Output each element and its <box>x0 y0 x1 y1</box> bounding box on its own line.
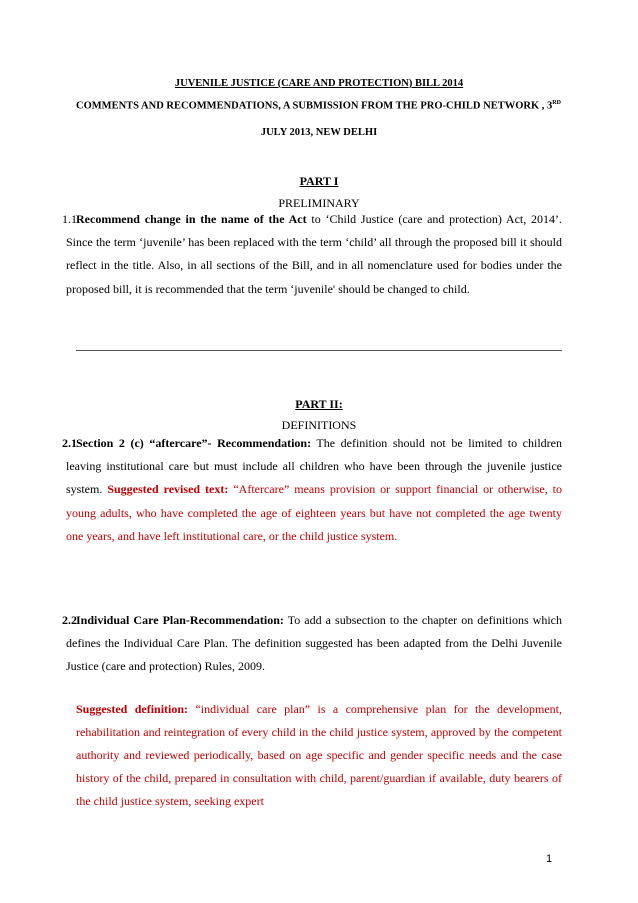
section-number: 2.1 <box>62 436 77 450</box>
document-title: JUVENILE JUSTICE (CARE AND PROTECTION) BILL 2014 <box>174 78 464 89</box>
section-bold: Individual Care Plan-Recommendation: <box>76 613 284 627</box>
section-text: To add a subsection to the chapter on definitions which defines the Individual Care Plan. The definition suggested has been adapted from the Delhi Juvenile Justice (care and protection) Rules, 2009. <box>66 613 562 674</box>
section-text: to ‘Child Justice (care and protection) Act, 2014’. Since the term ‘juvenile’ has been replaced with the term ‘child’ all through the proposed bill it should reflect in the title. Also, in all sections of the Bill, and in all nomenclature used for bodies under the proposed bill, it is recommended that the term ‘juvenile' should be changed to child. <box>66 212 562 296</box>
section-bold: Recommend change in the name of the Act <box>76 212 307 226</box>
section-1-1 <box>62 208 562 301</box>
section-number: 2.2 <box>62 613 77 627</box>
part1-subheading: PRELIMINARY <box>278 196 360 210</box>
part1-heading: PART I <box>299 174 339 188</box>
section-text: The definition should not be limited to children leaving institutional care but must include all children who have been through the juvenile justice system. <box>66 436 562 497</box>
section-2-2 <box>62 609 562 814</box>
section-2-1 <box>62 432 563 548</box>
document-subtitle-line2: JULY 2013, NEW DELHI <box>260 127 378 138</box>
page-number: 1 <box>546 853 553 865</box>
part2-subheading: DEFINITIONS <box>281 418 357 432</box>
horizontal-rule <box>76 350 562 351</box>
part2-heading: PART II: <box>295 397 343 411</box>
section-bold: Section 2 (c) “aftercare”- Recommendation: <box>76 436 312 450</box>
suggested-definition: “individual care plan” is a comprehensive plan for the development, rehabilitation and reintegration of every child in the child justice system, approved by the competent authority and reviewed periodically, based on age specific and gender specific needs and the case history of the child, prepared in consultation with child, parent/guardian if available, duty bearers of the child justice system, seeking expert <box>76 701 562 809</box>
suggested-definition-label: Suggested definition: <box>76 701 189 716</box>
suggested-text-label: Suggested revised text: <box>107 482 229 497</box>
suggested-text: “Aftercare” means provision or support financial or otherwise, to young adults, who have completed the age of eighteen years but have not completed the age twenty one years, and have left institutional care, or the child justice system. <box>66 482 563 543</box>
document-subtitle: COMMENTS AND RECOMMENDATIONS, A SUBMISSION FROM THE PRO-CHILD NETWORK , 3RD <box>76 100 561 112</box>
section-number: 1.1 <box>62 212 77 226</box>
